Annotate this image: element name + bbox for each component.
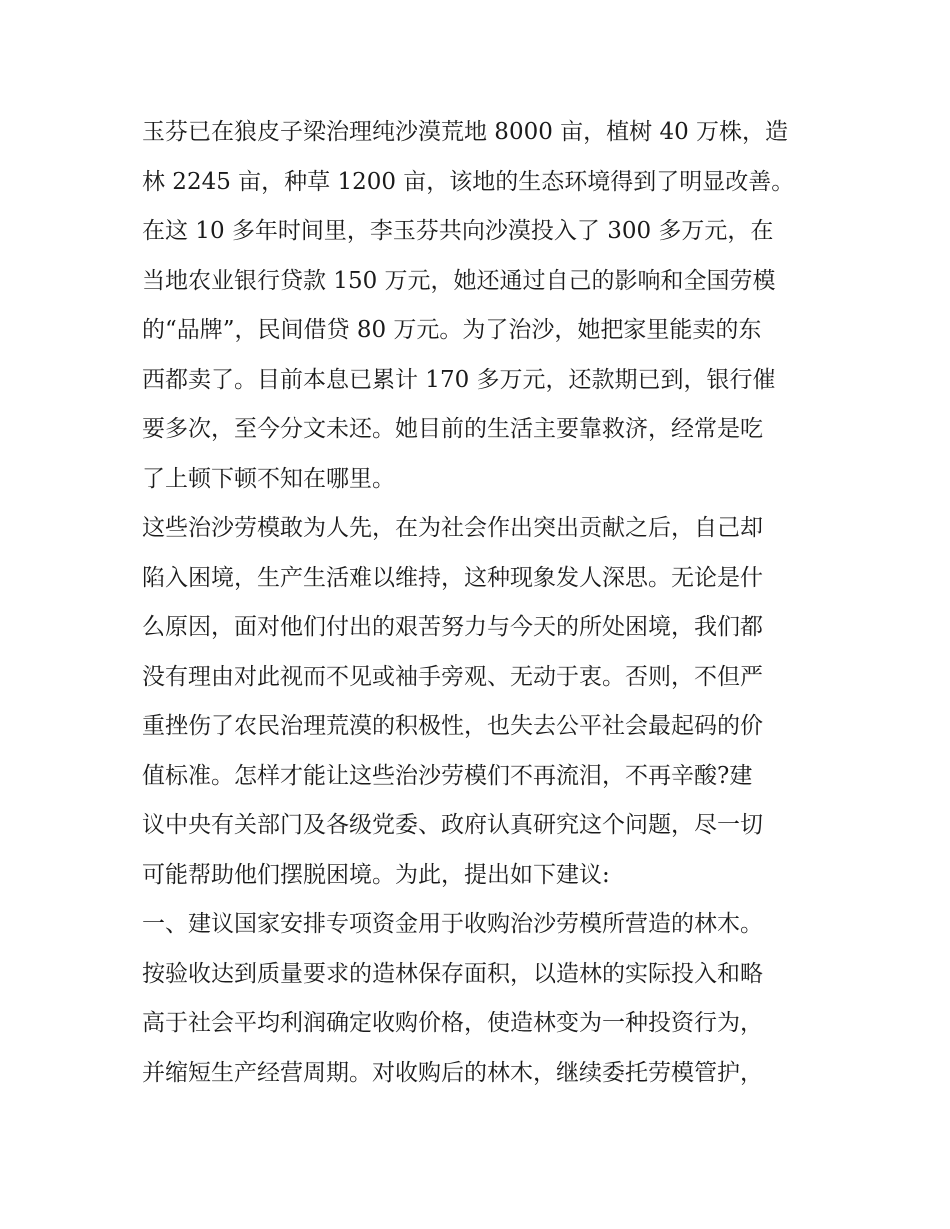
text-line: 一、建议国家安排专项资金用于收购治沙劳模所营造的林木。: [142, 911, 763, 937]
text-line: 在这 10 多年时间里，李玉芬共向沙漠投入了 300 多万元，在: [142, 218, 774, 244]
text-line: 议中央有关部门及各级党委、政府认真研究这个问题，尽一切: [142, 812, 763, 838]
text-line: 高于社会平均利润确定收购价格，使造林变为一种投资行为，: [142, 1010, 763, 1036]
text-line: 玉芬已在狼皮子梁治理纯沙漠荒地 8000 亩，植树 40 万株，造: [142, 119, 789, 145]
text-line: 的“品牌”，民间借贷 80 万元。为了治沙，她把家里能卖的东: [142, 317, 762, 343]
text-line: 要多次，至今分文未还。她目前的生活主要靠救济，经常是吃: [142, 416, 763, 442]
document-body: [142, 108, 822, 1098]
text-line: 了上顿下顿不知在哪里。: [142, 465, 395, 492]
text-line: 可能帮助他们摆脱困境。为此，提出如下建议:: [142, 861, 610, 888]
text-line: 按验收达到质量要求的造林保存面积，以造林的实际投入和略: [142, 960, 763, 987]
text-line: 西都卖了。目前本息已累计 170 多万元，还款期已到，银行催: [142, 366, 776, 393]
text-line: 没有理由对此视而不见或袖手旁观、无动于衷。否则，不但严: [142, 663, 763, 690]
text-line: 重挫伤了农民治理荒漠的积极性，也失去公平社会最起码的价: [142, 713, 763, 739]
text-line: 并缩短生产经营周期。对收购后的林木，继续委托劳模管护，: [142, 1059, 763, 1086]
text-line: 林 2245 亩，种草 1200 亩，该地的生态环境得到了明显改善。: [142, 168, 795, 195]
text-line: 陷入困境，生产生活难以维持，这种现象发人深思。无论是什: [142, 564, 763, 591]
text-line: 当地农业银行贷款 150 万元，她还通过自己的影响和全国劳模: [142, 267, 776, 294]
text-line: 么原因，面对他们付出的艰苦努力与今天的所处困境，我们都: [142, 614, 763, 640]
text-line: 这些治沙劳模敢为人先，在为社会作出突出贡献之后，自己却: [142, 515, 763, 541]
text-line: 值标准。怎样才能让这些治沙劳模们不再流泪，不再辛酸?建: [142, 762, 753, 789]
